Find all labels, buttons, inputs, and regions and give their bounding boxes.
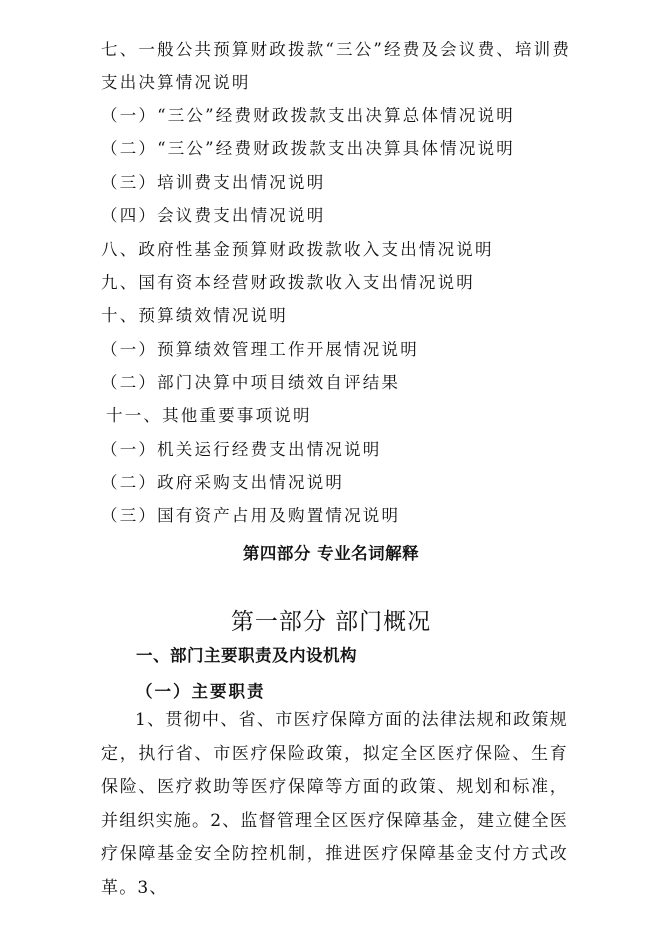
toc-line: （四）会议费支出情况说明 <box>101 206 326 225</box>
part1-title: 第一部分 部门概况 <box>230 609 432 635</box>
toc-line: （二）政府采购支出情况说明 <box>101 473 345 492</box>
subsection-heading: （一）主要职责 <box>136 682 266 701</box>
section-heading: 一、部门主要职责及内设机构 <box>136 646 357 665</box>
toc-line: 十一、其他重要事项说明 <box>106 406 312 425</box>
toc-line: 九、国有资本经营财政拨款收入支出情况说明 <box>101 273 475 292</box>
toc-line: 十、预算绩效情况说明 <box>101 306 288 325</box>
toc-line: 八、政府性基金预算财政拨款收入支出情况说明 <box>101 240 494 259</box>
body-paragraph: 1、贯彻中、省、市医疗保障方面的法律法规和政策规定，执行省、市医疗保险政策，拟定全区医疗保险、生育保险、医疗救助等医疗保障等方面的政策、规划和标准，并组织实施。2、监督管理全区医疗保障基金，建立健全医疗保障基金安全防控机制，推进医疗保障基金支付方式改革。3、 <box>101 710 569 898</box>
part4-title: 第四部分 专业名词解释 <box>242 544 420 563</box>
toc-line: （二）“三公”经费财政拨款支出决算具体情况说明 <box>101 139 515 158</box>
toc-line: （一）预算绩效管理工作开展情况说明 <box>101 340 419 359</box>
toc-line: （三）国有资产占用及购置情况说明 <box>101 506 401 525</box>
toc-line: 支出决算情况说明 <box>101 73 251 92</box>
toc-line: （三）培训费支出情况说明 <box>101 173 326 192</box>
toc-line: （一）机关运行经费支出情况说明 <box>101 440 382 459</box>
toc-line: 七、一般公共预算财政拨款“三公”经费及会议费、培训费 <box>101 40 572 59</box>
toc-line: （一）“三公”经费财政拨款支出决算总体情况说明 <box>101 106 515 125</box>
toc-line: （二）部门决算中项目绩效自评结果 <box>101 373 401 392</box>
